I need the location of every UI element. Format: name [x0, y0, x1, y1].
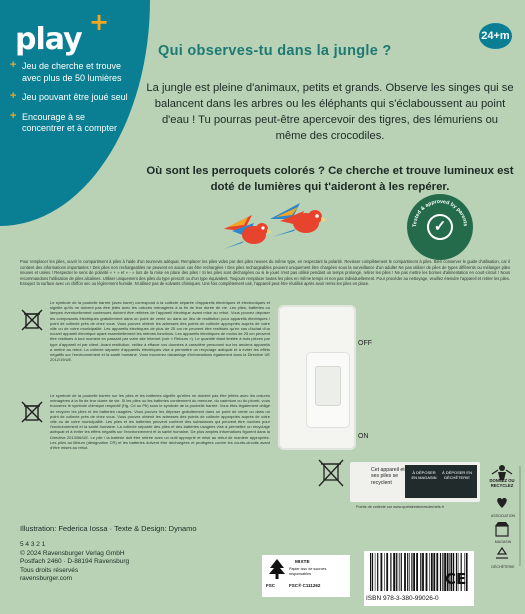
barcode-bar	[393, 553, 395, 591]
barcode-bar	[422, 553, 424, 591]
check-icon: ✓	[427, 214, 453, 240]
barcode-bar	[384, 553, 385, 591]
power-switch[interactable]	[315, 366, 341, 406]
barcode-bar	[431, 553, 433, 591]
crossed-bin-icon	[20, 308, 44, 332]
intro-paragraph: La jungle est pleine d'animaux, petits et grands. Observe les singes qui se balancent dans les arbres ou les éléphants qui s'éclaboussent au point d'eau ! Tu pourras peut-être apercevoir des tigres, des lémuriens ou même des crocodiles.	[146, 82, 514, 142]
copyright: © 2024 Ravensburger Verlag GmbH	[20, 549, 125, 557]
parrot-right-icon	[270, 203, 327, 237]
shop-icon	[495, 522, 509, 536]
battery-instructions: Pour remplacer les piles, ouvrir le compartiment à piles à l'aide d'un tournevis adéquat. Remplacer les piles vides par des piles neuves du même type, en respectant la polarité. Revisser complètement le compartiment à piles. Bien conserver le guide d'utilisation, car il contient des informations importantes ! Des piles non rechargeables ne peuvent en aucun cas être rechargées ! Des piles rechargeables peuvent uniquement être chargées sous la surveillance d'un adulte! Ne pas utiliser de piles de types différents ou mélanger piles neuves et usées ! Respecter le sens de polarité « + » et « - » lors de la mise en place des piles ! Si les piles sont déchargées ou si le jouet n'est pas utilisé pendant un temps prolongé, retirer les piles ! Ne pas mettre les bornes d'alimentation en court-circuit ! Nous recommandons l'utilisation de piles alcalines. Utiliser uniquement des piles du type prescrit ou d'un type équivalent. Toujours remplacer toutes les piles en même temps et non pas individuellement. Pour procéder au nettoyage, veuillez éteindre l'appareil et retirer les piles. Essuyez la surface avec un chiffon sec ou légèrement humide. N'utilisez pas de solvants chimiques. Une fois complètement usé, l'appareil peut être réutilisé après avoir remis les piles en place.	[20, 259, 510, 287]
feature-item: + Encourage à se concentrer et à compter	[10, 112, 130, 135]
barcode-bar	[401, 553, 402, 591]
barcode-bar	[377, 553, 378, 591]
barcode-bar	[396, 553, 397, 591]
fsc-logo-text: FSC	[266, 583, 275, 588]
feature-item: + Jeu de cherche et trouve avec plus de 50 lumières	[10, 61, 130, 84]
switch-off-label: OFF	[358, 340, 372, 347]
play-plus-icon: +	[89, 8, 110, 36]
feature-list	[10, 61, 130, 143]
barcode-bar	[416, 553, 418, 591]
address: Postfach 2460 · D-88194 Ravensburg	[20, 558, 130, 565]
battery-disposal-notice: Le symbole de la poubelle barrée sur les piles et les batteries signifie qu'elles ne doivent pas être jetées avec les ordures ménagères à la fin de leur durée de vie. Si les piles ou les batteries contiennent du mercure, du cadmium ou du plomb, vous trouverez le symbole chimique respectif (Hg, Cd ou Pb) sous le symbole de la poubelle barrée. Vous êtes légalement obligé de recycler les piles et les batteries usagées. Vous pouvez les déposer gratuitement dans un point de vente ou dans un point de collecte près de chez vous. Vous pouvez obtenir les adresses des points de collecte appropriés auprès de votre ville ou de votre municipalité. Les piles et les batteries peuvent contenir des substances qui peuvent être nocives pour l'environnement et la santé humaine. La collecte séparée des piles et des batteries usagées vise à permettre un recyclage adéquat et à éviter les effets négatifs sur l'environnement et la santé humaine. De plus amples informations figurent dans la Directive 2013/56/UE. Le pile / la batterie doit être retirée avec un outil approprié et mise au rebut de manière appropriée. Les piles au lithium (désignation CR) et les batteries doivent être déchargées et protégées contre les courts-circuits avant d'être mises au rebut.	[50, 393, 270, 451]
triman-option-center: DÉCHÈTERIE	[491, 565, 515, 569]
barcode-bar	[442, 553, 443, 591]
barcode-bar	[375, 553, 376, 591]
triman-title: DONNEZ OU RECYCLEZ	[489, 478, 515, 488]
weee-notice: Le symbole de la poubelle barrée (avec barre) correspond à la collecte séparée d'appareils électriques et électroniques et signifie qu'ils ne doivent pas être jetés avec les ordures ménagères à la fin de leur durée de vie. Les piles, batteries ou lampes éventuellement contenues doivent être retirées de l'appareil électrique avant mise au rebut. Vous pouvez déposer les composants électriques gratuitement dans un point de vente ou dans un lieu de restitution pour appareils électriques / point de collecte près de chez vous. Vous pouvez obtenir les adresses des points de collecte appropriés auprès de votre ville ou de votre municipalité. Les appareils électriques de plus de 25 cm ne peuvent être restitués qu'en cas d'achat d'un nouvel appareil électrique ayant essentiellement les mêmes fonctions. Les appareils électriques de moins de 25 cm peuvent être restitués à tout moment en passant par votre site Internet (voir « Retours »). Le quantité étant limitée à trois pièces par type d'appareil et par client. Avant restitution, veillez à effacer vos données à caractère personnel sur les anciens appareils à mettre au rebut. La collecte séparée d'appareils électriques vise à permettre un recyclage adéquat et à éviter les effets négatifs sur l'environnement et la santé humaine. Vous trouverez davantage d'informations également dans la Directive UE 2012/19/UE.	[50, 300, 270, 363]
barcode-bar	[398, 553, 399, 591]
ce-mark: CE	[445, 570, 467, 588]
age-badge: 24+m	[479, 23, 512, 49]
feature-item: + Jeu pouvant être joué seul	[10, 92, 130, 104]
barcode-bar	[436, 553, 438, 591]
crossed-bin-small-icon	[319, 460, 343, 486]
website: ravensburger.com	[20, 575, 73, 582]
triman-option-association: ASSOCIATION	[490, 514, 516, 518]
triman-option-store: MAGASIN	[494, 540, 512, 544]
barcode-bar	[413, 553, 415, 591]
drop-store-label: À DÉPOSER EN MAGASIN	[411, 470, 437, 480]
play-logo: play	[15, 22, 82, 57]
barcode-bar	[429, 553, 430, 591]
crossed-bin-battery-icon	[20, 400, 44, 424]
drop-center-label: À DÉPOSER EN DÉCHÈTERIE	[441, 470, 472, 480]
barcode-bar	[426, 553, 428, 591]
barcode-bar	[409, 553, 410, 591]
barcode-bar	[381, 553, 383, 591]
barcode-bar	[440, 553, 441, 591]
heart-hand-icon	[497, 498, 507, 508]
isbn-number: ISBN 978-3-380-99026-0	[366, 595, 439, 602]
seal-text: Tested & approved by parents	[411, 198, 469, 228]
recycling-text: Cet appareil et ses piles se recyclent	[371, 467, 405, 486]
barcode-bar	[411, 553, 412, 591]
fsc-tree-icon	[268, 558, 286, 580]
headline: Qui observes-tu dans la jungle ?	[158, 43, 392, 59]
barcode-bar	[420, 553, 421, 591]
imprint	[20, 541, 129, 584]
approval-seal	[407, 194, 473, 260]
credits-line: Illustration: Federica Iossa · Texte & Design: Dynamo	[20, 524, 197, 533]
collection-points-text: Points de collecte sur www.quefairedemesdechets.fr	[356, 505, 445, 509]
parrots-illustration	[214, 197, 344, 255]
barcode-bar	[433, 553, 435, 591]
fsc-title: MIXTE	[295, 560, 310, 565]
barcode-bar	[372, 553, 373, 591]
recycle-center-icon	[496, 548, 508, 558]
emphasis-paragraph: Où sont les perroquets colorés ? Ce cherche et trouve lumineux est doté de lumières qui t'aideront à les repérer.	[146, 165, 514, 193]
barcode-bar	[386, 553, 388, 591]
parrot-left-icon	[224, 215, 272, 249]
fsc-code: FSC® C111262	[289, 583, 321, 588]
print-run: 5 4 3 2 1	[20, 541, 46, 548]
switch-on-label: ON	[358, 433, 369, 440]
barcode-bar	[390, 553, 391, 591]
rights: Tous droits réservés	[20, 566, 79, 574]
barcode-bar	[399, 553, 400, 591]
fsc-description: Papier issu de sources responsables	[289, 567, 327, 576]
barcode-bar	[404, 553, 406, 591]
barcode-bar	[407, 553, 408, 591]
barcode-bar	[370, 553, 371, 591]
